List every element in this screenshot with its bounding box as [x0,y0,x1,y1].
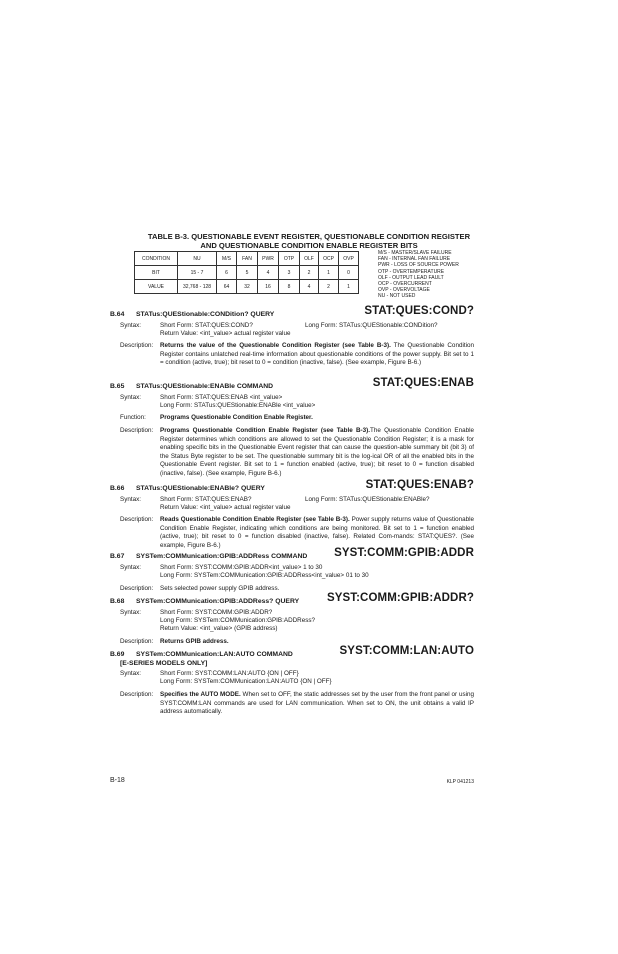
description-text: Returns GPIB address. [160,638,229,645]
command-mnemonic-b66: STAT:QUES:ENAB? [365,479,474,491]
table-cell: OLF [300,252,319,266]
legend-item: OLF - OUTPUT LEAD FAULT [378,274,444,281]
short-form: Short Form: SYST:COMM:GPIB:ADDR<int_value> 1 to 30 [160,564,323,571]
description-label: Description: [120,516,154,523]
return-value: Return Value: <int_value> actual register value [160,504,291,511]
syntax-label: Syntax: [120,322,141,329]
table-cell: 16 [258,280,279,294]
table-cell: OCP [319,252,339,266]
section-heading-b65 [110,383,273,390]
description-rest: The Questionable Condition Enable Register determines which conditions are allowed to set the Questionable Condition Register; it is a mask for enabling specific bits in the Questionable Event register that can cause the question-able summary bit (bit 3) of the Status Byte register to be set. The questionable summary bit is the log-ical OR of all the enabled bits in the Questionable Event register. Bit set to 1 = function enabled (active, true); bit reset to 0 = function disabled (inactive, false). (See example, Figure B-6.) [160,427,474,477]
legend-item: OCP - OVERCURRENT [378,281,432,288]
table-cell: 0 [339,266,359,280]
table-cell: VALUE [135,280,178,294]
table-cell: 32,768 - 128 [178,280,217,294]
command-mnemonic-b69: SYST:COMM:LAN:AUTO [339,645,474,657]
short-form: Short Form: SYST:COMM:LAN:AUTO {ON | OFF} [160,670,299,677]
section-heading-b64 [110,311,274,318]
syntax-label: Syntax: [120,564,141,571]
return-value: Return Value: <int_value> actual register value [160,330,291,337]
section-heading-b66 [110,485,265,492]
section-number: B.68 [110,598,125,605]
long-form: Long Form: SYSTem:COMMunication:GPIB:ADDRess<int_value> 01 to 30 [160,572,369,579]
return-value: Return Value: <int_value> (GPIB address) [160,625,278,632]
section-title: STATus:QUEStionable:CONDition? QUERY [136,311,275,318]
description-bold: Programs Questionable Condition Enable Register (see Table B-3). [160,427,370,434]
section-number: B.65 [110,383,125,390]
register-bits-table [134,251,359,294]
section-number: B.64 [110,311,125,318]
table-cell: 1 [319,266,339,280]
description-label: Description: [120,585,154,592]
description-text: Sets selected power supply GPIB address. [160,585,280,592]
legend-item: PWR - LOSS OF SOURCE POWER [378,262,459,269]
description-label: Description: [120,342,154,349]
description-text [160,691,474,717]
section-heading-b69 [110,651,293,658]
long-form: Long Form: STATus:QUEStionable:CONDition? [305,322,438,329]
document-code: KLP 041213 [446,779,474,785]
section-title: STATus:QUEStionable:ENABle? QUERY [136,485,265,492]
syntax-label: Syntax: [120,609,141,616]
description-text [160,427,474,479]
table-cell: 1 [339,280,359,294]
section-number: B.67 [110,553,125,560]
table-cell: PWR [258,252,279,266]
table-cell: 64 [217,280,237,294]
table-cell: 5 [237,266,258,280]
description-rest: The Questionable Condition Register contains unlatched real-time information about questionable conditions of the power supply. Bit set to 1 = condition (active, true); bit reset to 0 = condition (inactive, false). (See example, Figure B-6.) [160,342,474,367]
short-form: Short Form: SYST:COMM:GPIB:ADDR? [160,609,273,616]
syntax-label: Syntax: [120,394,141,401]
syntax-label: Syntax: [120,670,141,677]
table-row [135,266,359,280]
table-cell: BIT [135,266,178,280]
table-row [135,280,359,294]
section-heading-b67 [110,553,307,560]
table-cell: NU [178,252,217,266]
section-title: SYSTem:COMMunication:GPIB:ADDRess COMMAND [136,553,308,560]
description-bold: Returns the value of the Questionable Condition Register (see Table B-3). [160,342,391,349]
description-rest: When set to OFF, the static addresses set by the user from the front panel or using SYST:COMM:LAN commands are used for LAN communication. When set to ON, the unit obtains a valid IP address automatically. [160,691,474,716]
table-row [135,252,359,266]
legend-item: NU - NOT USED [378,293,416,300]
table-cell: 4 [258,266,279,280]
table-cell: 2 [319,280,339,294]
table-cell: 3 [279,266,300,280]
table-cell: FAN [237,252,258,266]
table-cell: M/S [217,252,237,266]
table-cell: 8 [279,280,300,294]
command-mnemonic-b64: STAT:QUES:COND? [364,305,474,317]
section-subheading: [E-SERIES MODELS ONLY] [120,660,208,667]
description-label: Description: [120,691,154,698]
legend-item: OVP - OVERVOLTAGE [378,287,430,294]
long-form: Long Form: STATus:QUEStionable:ENABle? [305,496,430,503]
description-bold: Specifies the AUTO MODE. [160,691,241,698]
table-title-line2: AND QUESTIONABLE CONDITION ENABLE REGISTER BITS [200,241,418,250]
section-number: B.69 [110,651,125,658]
command-mnemonic-b65: STAT:QUES:ENAB [372,377,474,389]
section-title: SYSTem:COMMunication:LAN:AUTO COMMAND [136,651,293,658]
description-text [160,342,474,368]
description-text [160,516,474,550]
syntax-label: Syntax: [120,496,141,503]
long-form: Long Form: SYSTem:COMMunication:GPIB:ADDRess? [160,617,316,624]
description-label: Description: [120,427,154,434]
section-title: STATus:QUEStionable:ENABle COMMAND [136,383,274,390]
description-rest: Power supply returns value of Questionable Condition Enable Register, indicating which conditions are being monitored. Bit set to 1 = function enabled (active, true); bit reset to 0 = function disabled (inactive, false). Related Com-mands: STAT:QUES?. (See example, Figure B-6.) [160,516,475,549]
command-mnemonic-b67: SYST:COMM:GPIB:ADDR [334,547,474,559]
command-mnemonic-b68: SYST:COMM:GPIB:ADDR? [326,592,474,604]
description-bold: Reads Questionable Condition Enable Register (see Table B-3). [160,516,350,523]
table-cell: 2 [300,266,319,280]
table-title-line1: TABLE B-3. QUESTIONABLE EVENT REGISTER, QUESTIONABLE CONDITION REGISTER [147,232,471,241]
short-form: Short Form: STAT:QUES:COND? [160,322,253,329]
table-legend [378,250,459,300]
short-form: Short Form: STAT:QUES:ENAB? [160,496,252,503]
short-form: Short Form: STAT:QUES:ENAB <int_value> [160,394,283,401]
section-number: B.66 [110,485,125,492]
long-form: Long Form: SYSTem:COMMunication:LAN:AUTO {ON | OFF} [160,678,332,685]
table-cell: 15 - 7 [178,266,217,280]
table-cell: 4 [300,280,319,294]
table-cell: 6 [217,266,237,280]
table-cell: CONDITION [135,252,178,266]
section-title: SYSTem:COMMunication:GPIB:ADDRess? QUERY [136,598,300,605]
legend-item: OTP - OVERTEMPERATURE [378,268,445,275]
function-text: Programs Questionable Condition Enable Register. [160,414,313,421]
table-cell: OVP [339,252,359,266]
page-number: B-18 [110,777,125,784]
table-cell: OTP [279,252,300,266]
long-form: Long Form: STATus:QUEStionable:ENABle <int_value> [160,402,316,409]
section-heading-b68 [110,598,299,605]
legend-item: M/S - MASTER/SLAVE FAILURE [378,250,452,256]
description-label: Description: [120,638,154,645]
function-label: Function: [120,414,146,421]
table-cell: 32 [237,280,258,294]
legend-item: FAN - INTERNAL FAN FAILURE [378,256,451,263]
